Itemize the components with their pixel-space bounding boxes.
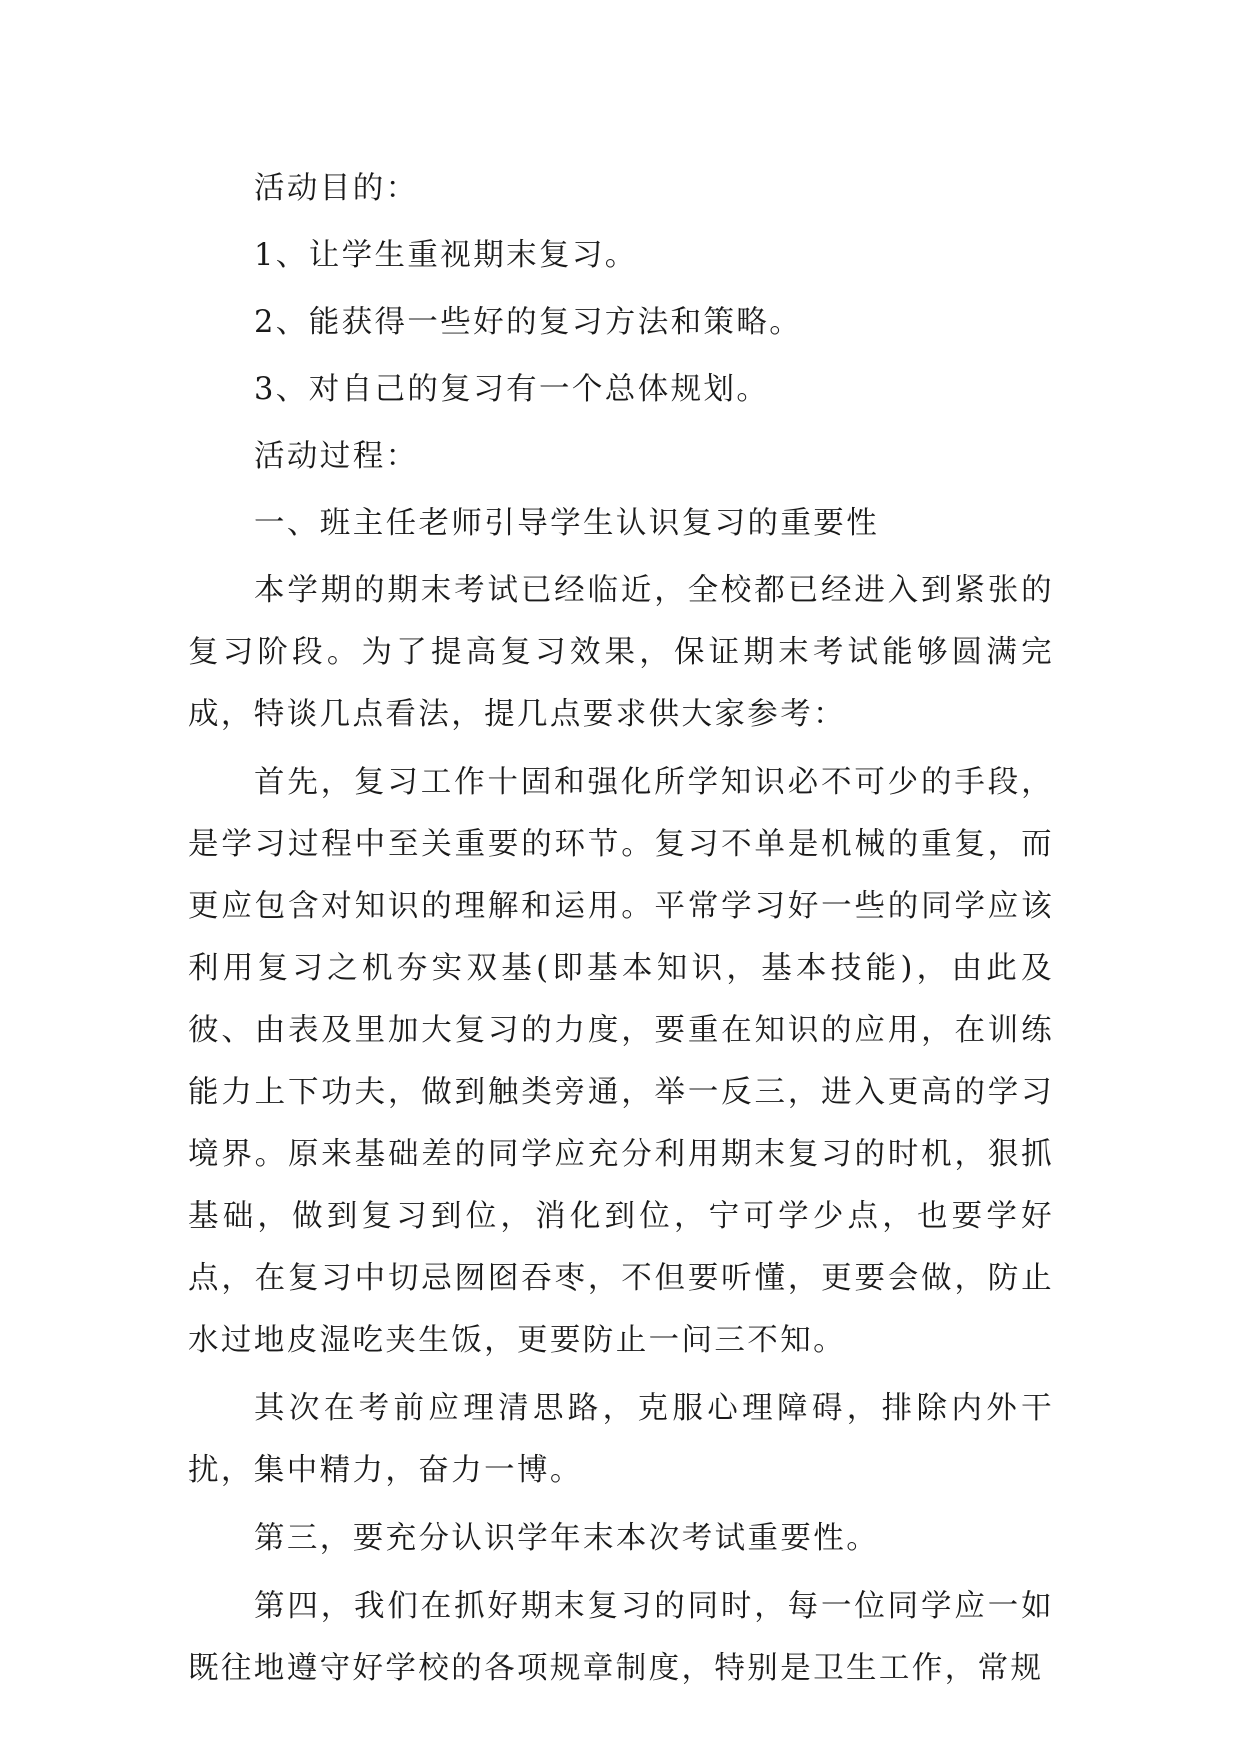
paragraph-intro: 本学期的期末考试已经临近，全校都已经进入到紧张的复习阶段。为了提高复习效果，保证期末考试能够圆满完成，特谈几点看法，提几点要求供大家参考： xyxy=(188,573,1054,732)
goal-item-1: 1、让学生重视期末复习。 xyxy=(254,238,638,273)
document-body xyxy=(188,158,1054,1706)
paragraph-third: 第三，要充分认识学年末本次考试重要性。 xyxy=(254,1521,880,1556)
paragraph-fourth: 第四，我们在抓好期末复习的同时，每一位同学应一如既往地遵守好学校的各项规章制度，特别是卫生工作，常规 xyxy=(188,1589,1054,1686)
section-heading-1: 一、班主任老师引导学生认识复习的重要性 xyxy=(254,506,880,541)
paragraph-first: 首先，复习工作十固和强化所学知识必不可少的手段，是学习过程中至关重要的环节。复习不单是机械的重复，而更应包含对知识的理解和运用。平常学习好一些的同学应该利用复习之机夯实双基(即基本知识，基本技能)，由此及彼、由表及里加大复习的力度，要重在知识的应用，在训练能力上下功夫，做到触类旁通，举一反三，进入更高的学习境界。原来基础差的同学应充分利用期末复习的时机，狠抓基础，做到复习到位，消化到位，宁可学少点，也要学好点，在复习中切忌囫囵吞枣，不但要听懂，更要会做，防止水过地皮湿吃夹生饭，更要防止一问三不知。 xyxy=(188,765,1054,1358)
goal-item-3: 3、对自己的复习有一个总体规划。 xyxy=(254,372,770,407)
goal-item-2: 2、能获得一些好的复习方法和策略。 xyxy=(254,305,803,340)
paragraph-second: 其次在考前应理清思路，克服心理障碍，排除内外干扰，集中精力，奋力一博。 xyxy=(188,1391,1054,1488)
heading-activity-process: 活动过程： xyxy=(254,439,419,474)
heading-activity-goals: 活动目的： xyxy=(254,171,419,206)
